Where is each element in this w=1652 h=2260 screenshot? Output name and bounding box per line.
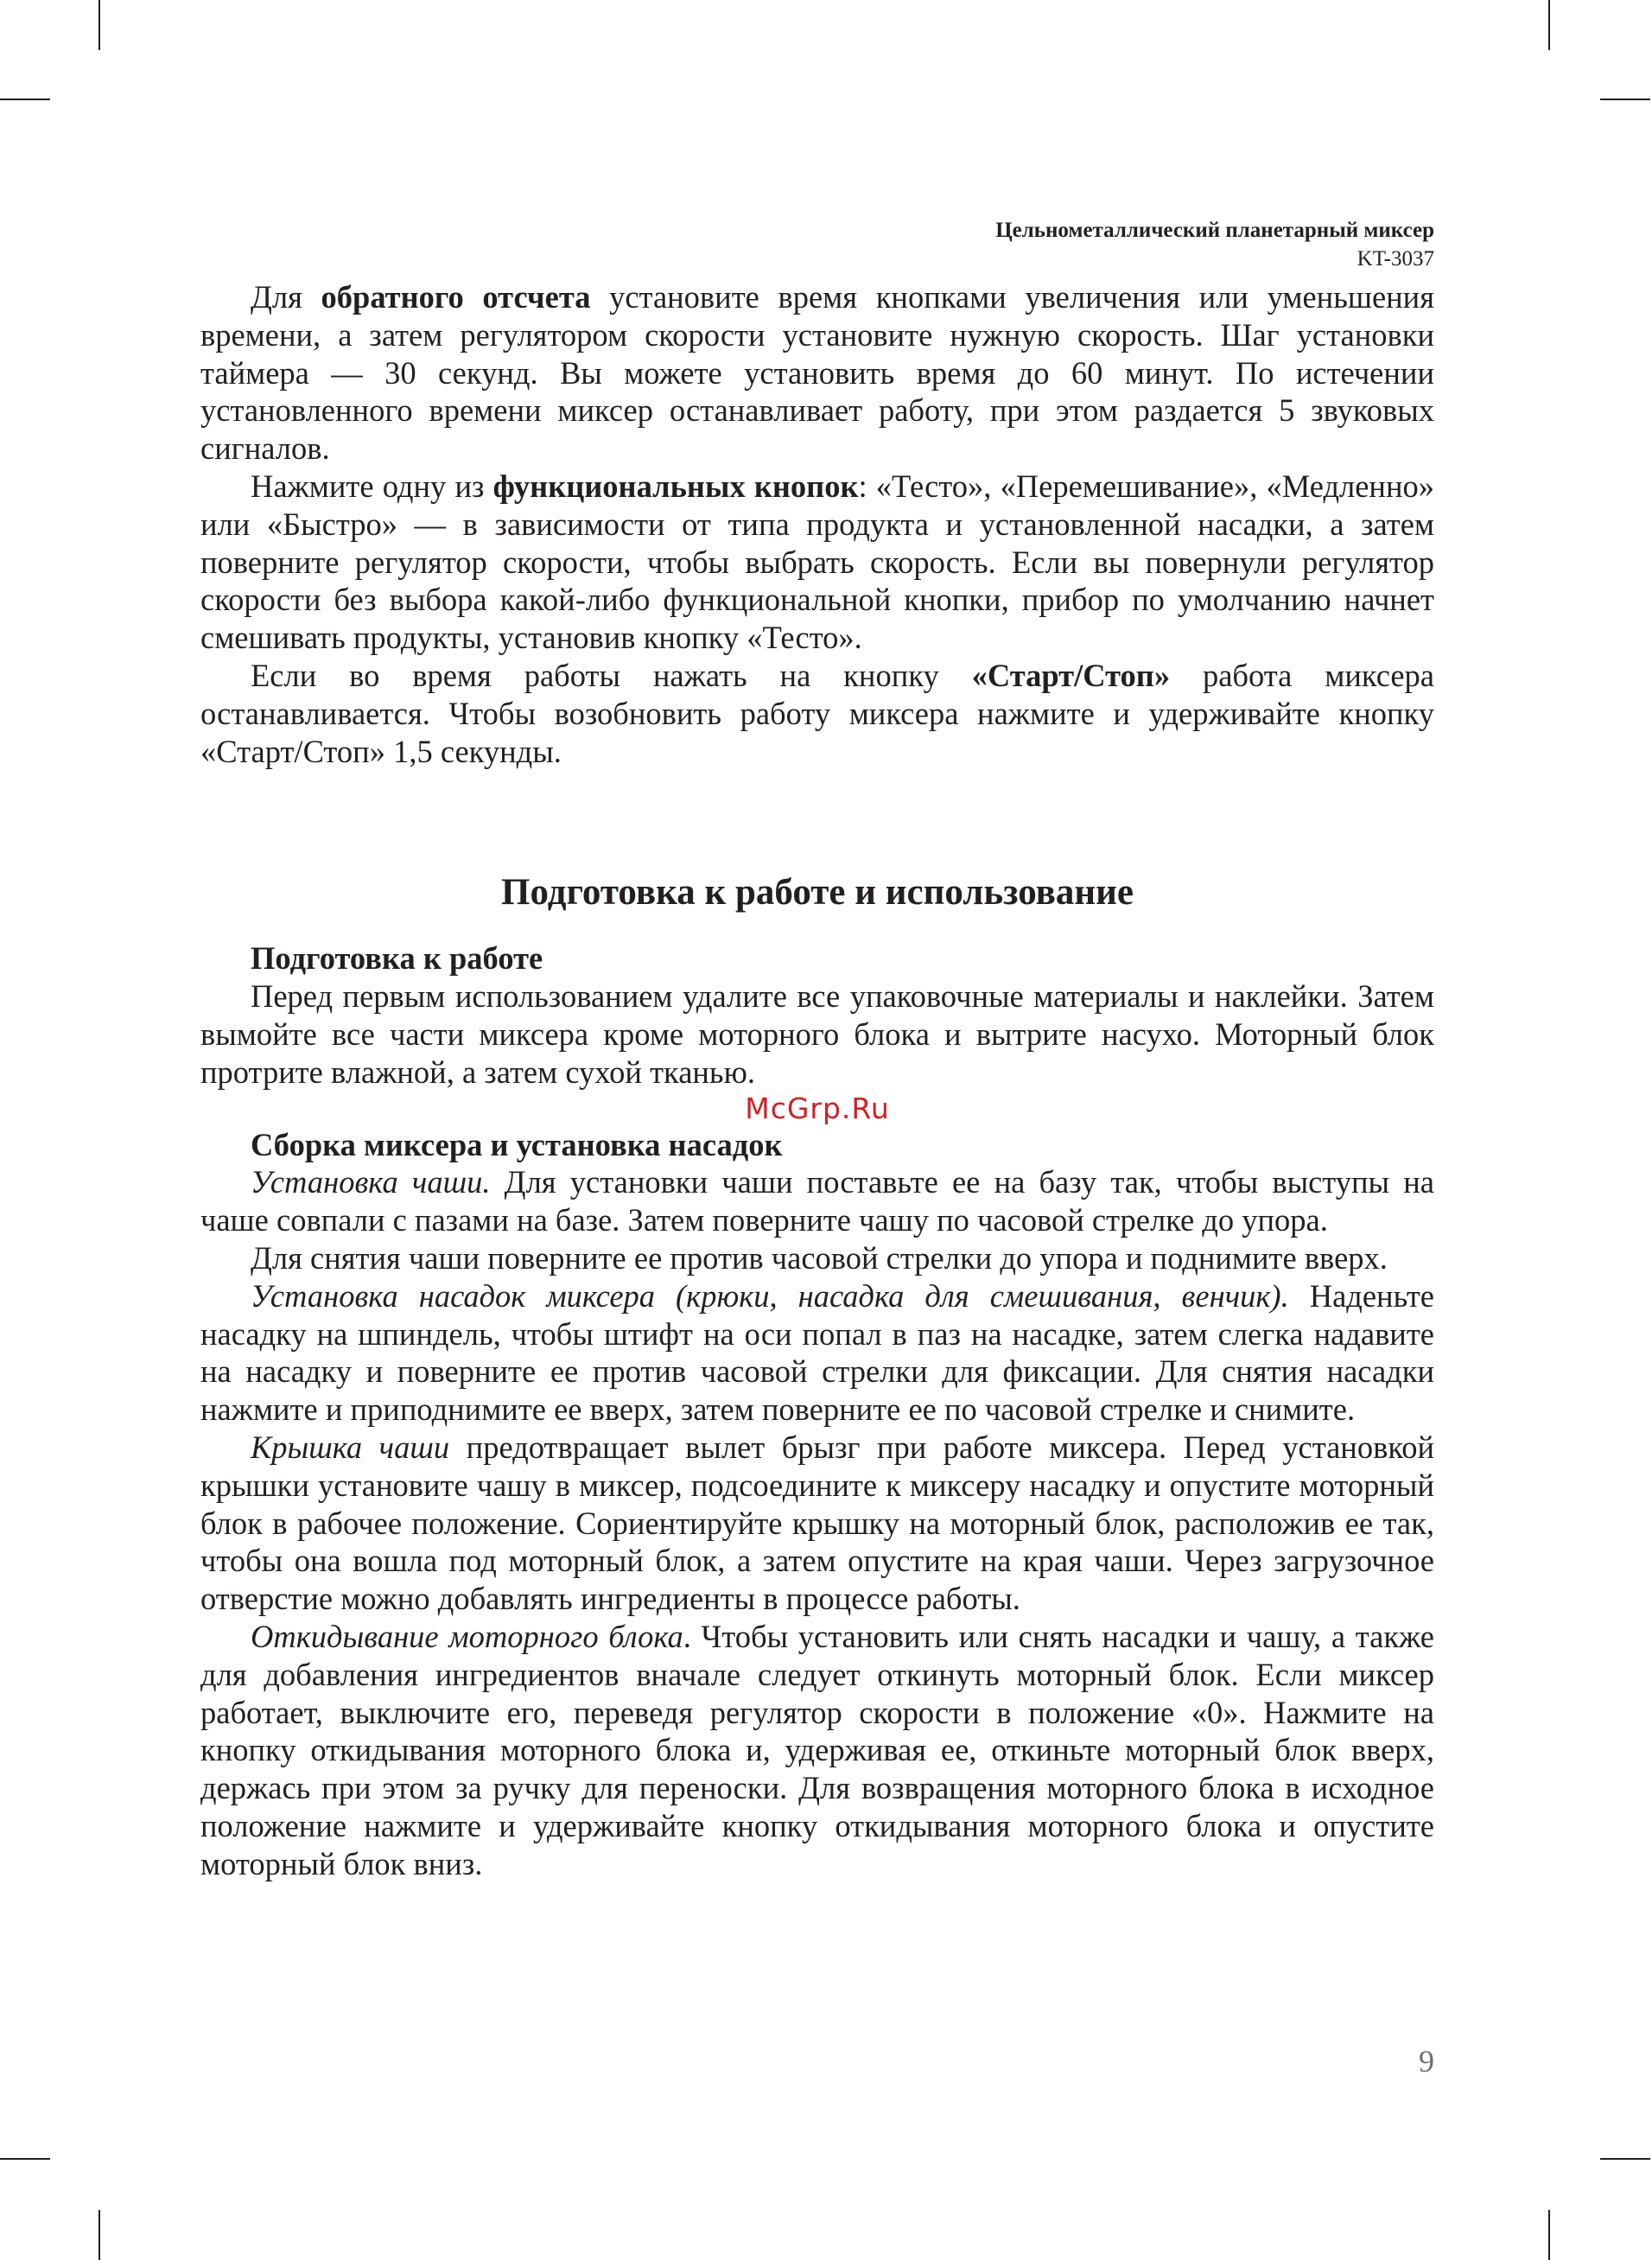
- text-run: Для: [251, 279, 321, 315]
- bold-term: функциональных кнопок: [492, 468, 859, 504]
- watermark-link[interactable]: McGrp.Ru: [745, 1091, 890, 1125]
- text-run: Наденьте насадку на шпиндель, чтобы штифт на оси попал в паз на насадке, затем слегка надавите на насадку и поверните ее против часовой стрелки для фиксации. Для снятия насадки нажмите и приподнимите ее вверх, затем поверните ее по часовой стрелке и снимите.: [200, 1277, 1434, 1428]
- crop-mark-left-top: [0, 99, 50, 100]
- italic-term: Установка насадок миксера (крюки, насадка для смешивания, венчик).: [251, 1277, 1289, 1314]
- text-run: работа миксера останавливается. Чтобы возобновить работу миксера нажмите и удерживайте кнопку «Старт/Стоп» 1,5 секунды.: [200, 657, 1434, 769]
- body-text: [200, 278, 1434, 1882]
- crop-mark-left-bottom: [0, 2158, 50, 2160]
- crop-mark-top-left: [98, 0, 100, 50]
- italic-term: Крышка чаши: [251, 1429, 450, 1465]
- running-header: [200, 216, 1434, 273]
- paragraph-countdown: [200, 278, 1434, 468]
- crop-mark-bottom-left: [98, 2210, 100, 2260]
- paragraph-bowl-install: [200, 1163, 1434, 1239]
- text-run: Для установки чаши поставьте ее на базу так, чтобы выступы на чаше совпали с пазами на базе. Затем поверните чашу по часовой стрелке до упора.: [200, 1164, 1434, 1238]
- text-run: . Чтобы установить или снять насадки и чашу, а также для добавления ингредиентов вначале следует откинуть моторный блок. Если миксер работает, выключите его, переведя регулятор скорости в положение «0». Нажмите на кнопку откидывания моторного блока и, удерживая ее, откиньте моторный блок вверх, держась при этом за ручку для переноски. Для возвращения моторного блока в исходное положение нажмите и удерживайте кнопку откидывания моторного блока и опустите моторный блок вниз.: [200, 1618, 1434, 1881]
- paragraph-preparation: Перед первым использованием удалите все упаковочные материалы и наклейки. Затем вымойте все части миксера кроме моторного блока и вытрите насухо. Моторный блок протрите влажной, а затем сухой тканью.: [200, 978, 1434, 1090]
- paragraph-bowl-remove: Для снятия чаши поверните ее против часовой стрелки до упора и поднимите вверх.: [251, 1239, 1388, 1276]
- header-title: Цельнометаллический планетарный миксер: [995, 219, 1434, 242]
- bold-term: «Старт/Стоп»: [971, 657, 1171, 693]
- crop-mark-right-bottom: [1600, 2158, 1650, 2160]
- text-run: предотвращает вылет брызг при работе миксера. Перед установкой крышки установите чашу в миксер, подсоедините к миксеру насадку и опустите моторный блок в рабочее положение. Сориентируйте крышку на моторный блок, расположив ее так, чтобы она вошла под моторный блок, а затем опустите на края чаши. Через загрузочное отверстие можно добавлять ингредиенты в процессе работы.: [200, 1429, 1434, 1617]
- text-run: установите время кнопками увеличения или уменьшения времени, а затем регулятором скорости установите нужную скорость. Шаг установки таймера — 30 секунд. Вы можете установить время до 60 минут. По истечении установленного времени миксер останавливает работу, при этом раздается 5 звуковых сигналов.: [200, 279, 1434, 467]
- header-model: KT-3037: [1357, 247, 1434, 271]
- text-run: : «Тесто», «Перемешивание», «Медленно» или «Быстро» — в зависимости от типа продукта и установленной насадки, а затем поверните регулятор скорости, чтобы выбрать скорость. Если вы повернули регулятор скорости без выбора какой-либо функциональной кнопки, прибор по умолчанию начнет смешивать продукты, установив кнопку «Тесто».: [200, 468, 1434, 656]
- section-title: Подготовка к работе и использование: [501, 872, 1134, 914]
- paragraph-bowl-lid: [200, 1429, 1434, 1618]
- subheading-preparation: Подготовка к работе: [251, 940, 543, 977]
- page-number: 9: [1419, 2044, 1434, 2079]
- bold-term: обратного отсчета: [321, 279, 591, 315]
- subheading-assembly: Сборка миксера и установка насадок: [251, 1126, 783, 1162]
- italic-term: Откидывание моторного блока: [251, 1618, 683, 1654]
- paragraph-attachments: [200, 1277, 1434, 1429]
- paragraph-motor-tilt: [200, 1618, 1434, 1883]
- crop-mark-bottom-right: [1548, 2210, 1550, 2260]
- document-page: [200, 216, 1434, 1882]
- paragraph-start-stop: [200, 657, 1434, 770]
- text-run: Если во время работы нажать на кнопку: [251, 657, 972, 693]
- italic-term: Установка чаши.: [251, 1164, 491, 1200]
- paragraph-function-buttons: [200, 468, 1434, 657]
- crop-mark-right-top: [1600, 99, 1650, 100]
- text-run: Нажмите одну из: [251, 468, 493, 504]
- crop-mark-top-right: [1548, 0, 1550, 50]
